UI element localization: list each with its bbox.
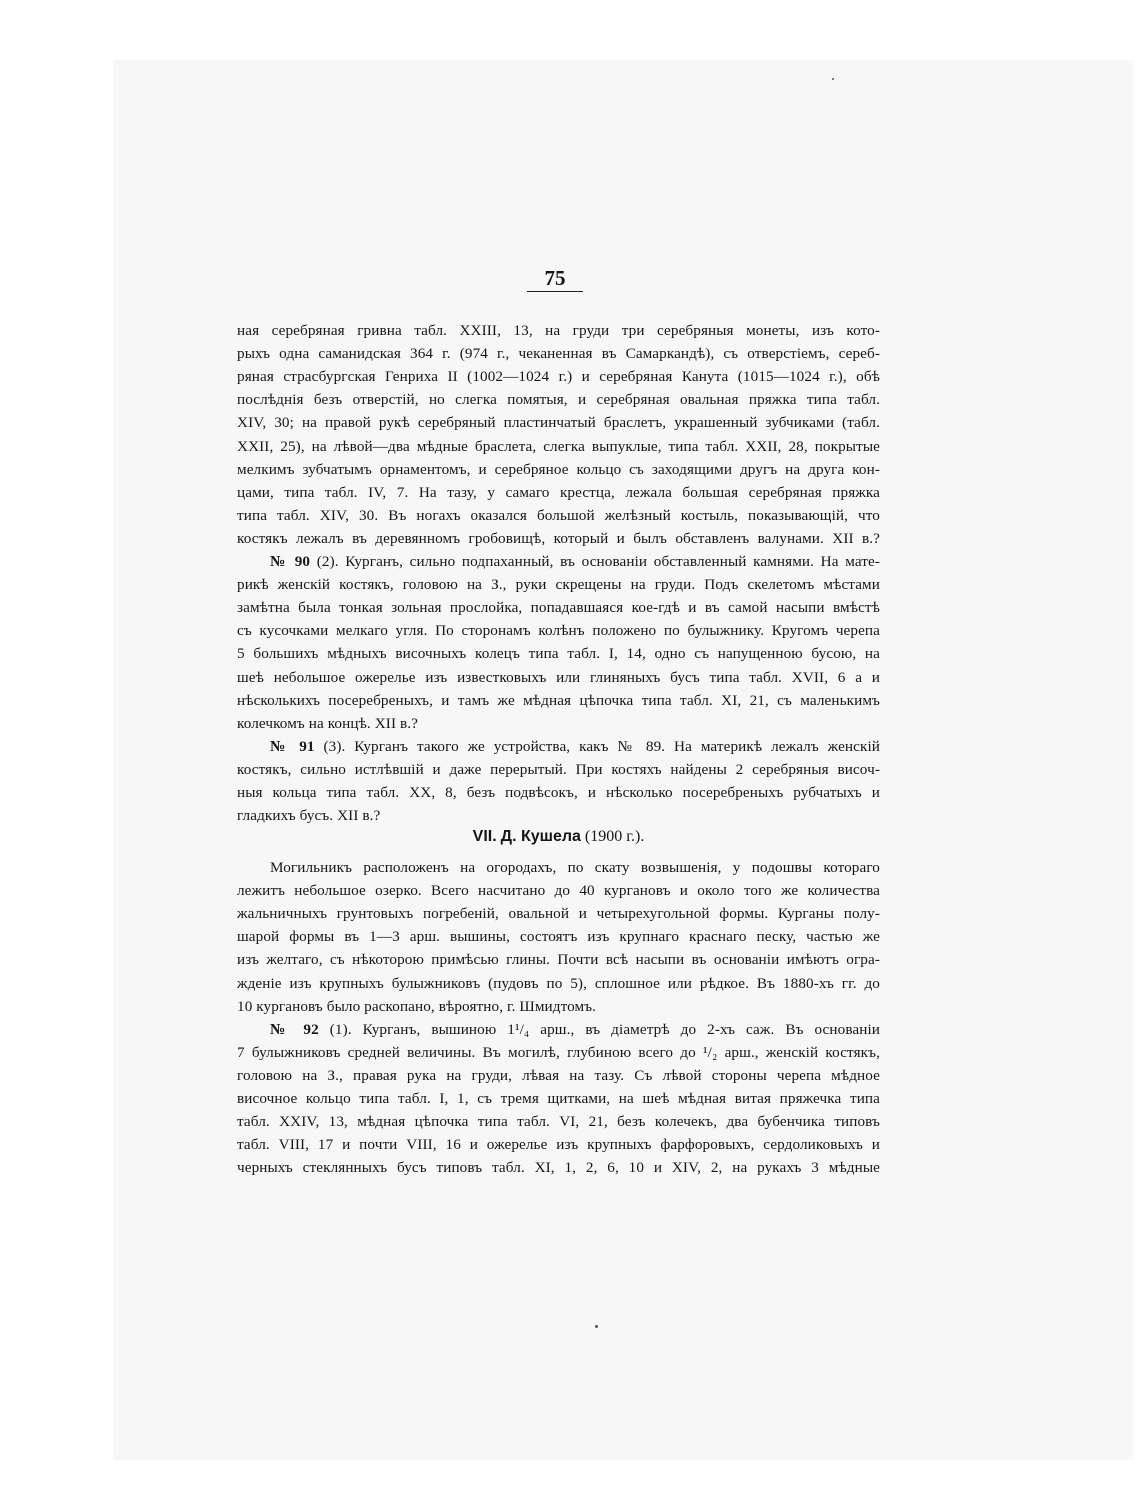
text-line: изъ желтаго, съ нѣкоторою примѣсью глины. Почти всѣ насыпи въ основаніи имѣютъ огра- xyxy=(237,951,880,969)
text-line: лежитъ небольшое озерко. Всего насчитано до 40 кургановъ и около того же количества xyxy=(237,882,880,900)
speck-mark xyxy=(832,78,834,80)
text-line: костякъ лежалъ въ деревянномъ гробовищѣ, который и былъ обставленъ валунами. XII в.? xyxy=(237,529,880,547)
entry-number: № 90 xyxy=(270,553,311,570)
text-line: замѣтна была тонкая зольная прослойка, попадавшаяся кое-гдѣ и въ самой насыпи вмѣстѣ xyxy=(237,599,880,617)
text-line: шеѣ небольшое ожерелье изъ известковыхъ или глиняныхъ бусъ типа табл. XVII, 6 а и xyxy=(237,668,880,686)
entry-first-line-text: (1). Курганъ, вышиною 1¹/₄ арш., въ діаметрѣ до 2-хъ саж. Въ основаніи xyxy=(318,1020,881,1038)
text-line: черныхъ стеклянныхъ бусъ типовъ табл. XI, 1, 2, 6, 10 и XIV, 2, на рукахъ 3 мѣдные xyxy=(237,1159,880,1177)
text-line: XXII, 25), на лѣвой—два мѣдные браслета, слегка выпуклые, типа табл. XXII, 28, покрытые xyxy=(237,437,880,455)
text-line: цами, типа табл. IV, 7. На тазу, у самаго крестца, лежала большая серебряная пряжка xyxy=(237,483,880,501)
text-line: табл. XXIV, 13, мѣдная цѣпочка типа табл. VI, 21, безъ колечекъ, два бубенчика типовъ xyxy=(237,1113,880,1131)
text-line: ныя кольца типа табл. XX, 8, безъ подвѣсокъ, и нѣсколько посеребреныхъ рубчатыхъ и xyxy=(237,784,880,801)
text-line: XIV, 30; на правой рукѣ серебряный пластинчатый браслетъ, украшенный зубчиками (табл. xyxy=(237,414,880,432)
entry-number: № 92 xyxy=(270,1020,319,1038)
entry-first-line xyxy=(237,736,880,757)
text-line: Могильникъ расположенъ на огородахъ, по скату возвышенія, у подошвы котораго xyxy=(270,859,880,876)
text-line: типа табл. XIV, 30. Въ ногахъ оказался большой желѣзный костыль, показывающій, что xyxy=(237,506,880,524)
entry-number: № 91 xyxy=(270,737,315,755)
text-line: мелкимъ зубчатымъ орнаментомъ, и серебряное кольцо съ заходящими другъ на друга кон- xyxy=(237,460,880,478)
text-line: табл. VIII, 17 и почти VIII, 16 и ожерелье изъ крупныхъ фарфоровыхъ, сердоликовыхъ и xyxy=(237,1136,880,1154)
text-line: рыхъ одна саманидская 364 г. (974 г., чеканенная въ Самаркандѣ), съ отверстіемъ, сереб- xyxy=(237,345,880,363)
entry-first-line-text: (2). Курганъ, сильно подпаханный, въ основаніи обставленный камнями. На мате- xyxy=(310,553,880,570)
text-line: шарой формы въ 1—3 арш. вышины, состоятъ изъ крупнаго краснаго песку, частью же xyxy=(237,928,880,946)
text-line: головою на З., правая рука на груди, лѣвая на тазу. Съ лѣвой стороны черепа мѣдное xyxy=(237,1066,880,1084)
section-numeral: VII. xyxy=(472,828,497,845)
text-line: нѣсколькихъ посеребреныхъ, и тамъ же мѣдная цѣпочка типа табл. XI, 21, съ маленькимъ xyxy=(237,691,880,709)
text-line: жальничныхъ грунтовыхъ погребеній, овальной и четырехугольной формы. Курганы полу- xyxy=(237,905,880,923)
text-line-last: гладкихъ бусъ. XII в.? xyxy=(237,807,381,825)
text-line: ная серебряная гривна табл. XXIII, 13, на груди три серебряныя монеты, изъ кото- xyxy=(237,322,880,339)
text-line: височное кольцо типа табл. I, 1, съ тремя щитками, на шеѣ мѣдная витая пряжечка типа xyxy=(237,1090,880,1107)
entry-first-line xyxy=(237,1019,880,1040)
text-line: ряная страсбургская Генриха II (1002—1024 г.) и серебряная Канута (1015—1024 г.), обѣ xyxy=(237,368,880,386)
text-line: рикѣ женскій костякъ, головою на З., руки скрещены на груди. Подъ скелетомъ мѣстами xyxy=(237,576,880,594)
text-line: послѣднія безъ отверстій, но слегка помятыя, и серебряная овальная пряжка типа табл. xyxy=(237,391,880,409)
section-name: Д. Кушела xyxy=(500,828,581,845)
entry-first-line xyxy=(237,551,880,572)
text-line: 5 большихъ мѣдныхъ височныхъ колецъ типа табл. I, 14, одно съ напущенною бусою, на xyxy=(237,645,880,663)
page-number: 75 xyxy=(527,265,583,292)
text-line: жденіе изъ крупныхъ булыжниковъ (пудовъ по 5), сплошное или рѣдкое. Въ 1880-хъ гг. до xyxy=(237,974,880,992)
speck-mark xyxy=(595,1325,598,1328)
text-line-last: колечкомъ на концѣ. XII в.? xyxy=(237,714,419,732)
section-year: (1900 г.). xyxy=(584,828,645,845)
text-line: съ кусочками мелкаго угля. По сторонамъ колѣнъ положено по булыжнику. Кругомъ черепа xyxy=(237,622,880,640)
text-line: костякъ, сильно истлѣвшій и даже перерытый. При костяхъ найдены 2 серебряныя височ- xyxy=(237,760,880,778)
text-line-last: 10 кургановъ было раскопано, вѣроятно, г. Шмидтомъ. xyxy=(237,997,597,1015)
section-heading xyxy=(237,826,880,848)
text-line: 7 булыжниковъ средней величины. Въ могилѣ, глубиною всего до ¹/₂ арш., женскій костякъ, xyxy=(237,1043,880,1061)
entry-first-line-text: (3). Курганъ такого же устройства, какъ № 89. На материкѣ лежалъ женскій xyxy=(314,737,880,755)
